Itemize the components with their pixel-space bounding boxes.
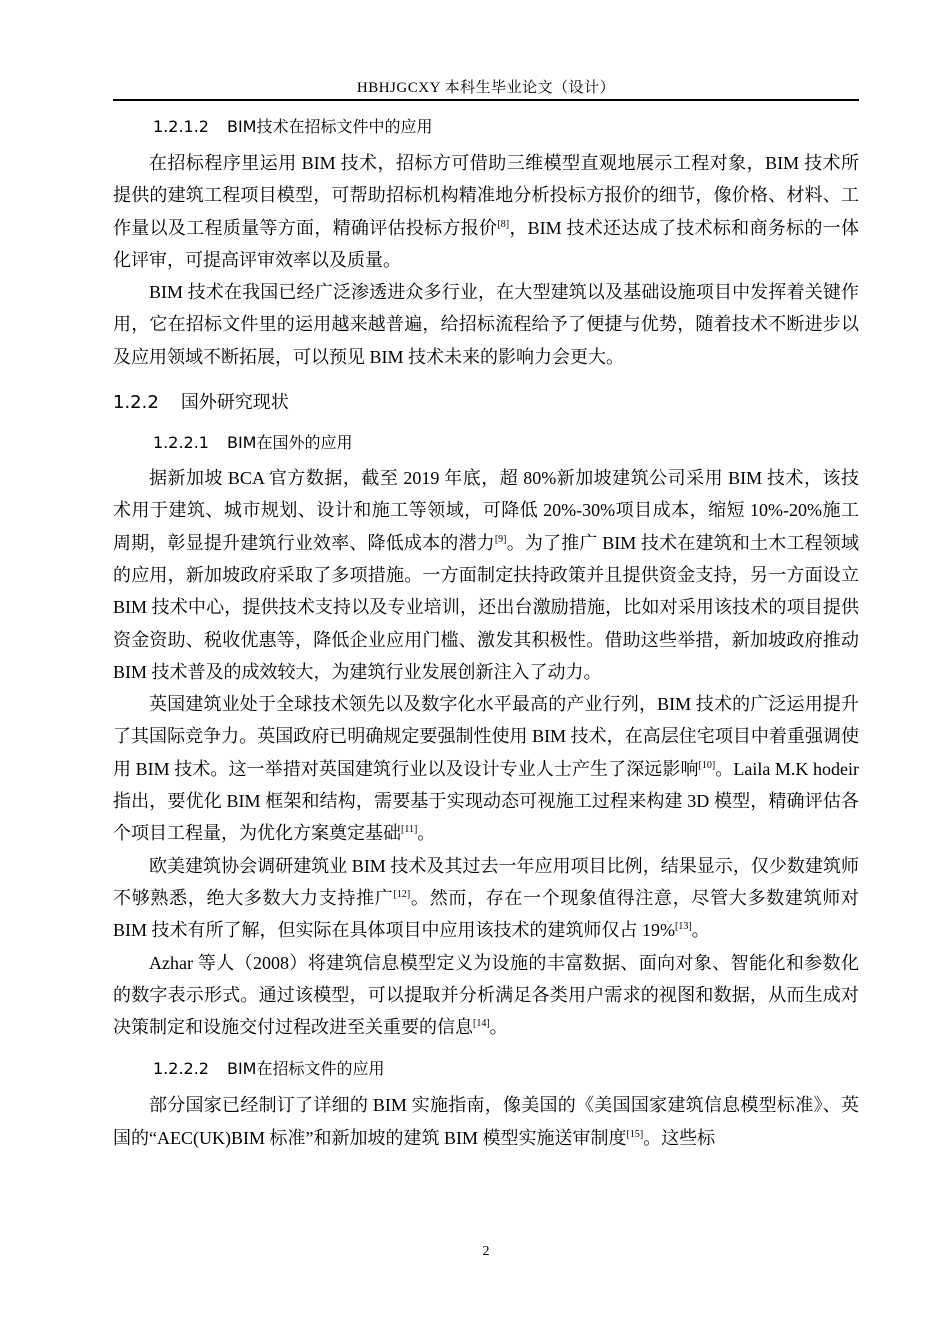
heading-text: BIM在国外的应用 — [226, 433, 353, 453]
citation: [15] — [626, 1128, 644, 1140]
heading-number: 1.2.2.1 — [153, 433, 209, 453]
citation: [10] — [698, 759, 716, 771]
paragraph-5: 欧美建筑协会调研建筑业 BIM 技术及其过去一年应用项目比例，结果显示，仅少数建筑师不够熟悉，绝大多数大力支持推广[12]。然而，存在一个现象值得注意，尽管大多数建筑师对 BIM 技术有所了解，但实际在具体项目中应用该技术的建筑师仅占 19%[13]。 — [113, 855, 860, 941]
citation: [11] — [401, 824, 418, 836]
citation: [8] — [497, 218, 510, 230]
paragraph-7: 部分国家已经制订了详细的 BIM 实施指南，像美国的《美国国家建筑信息模型标准》、英国的“AEC(UK)BIM 标准”和新加坡的建筑 BIM 模型实施送审制度[15]。这些标 — [113, 1095, 859, 1148]
citation: [14] — [473, 1018, 490, 1030]
page-header: HBHJGCXY 本科生毕业论文（设计） — [356, 80, 616, 96]
paragraph-4: 英国建筑业处于全球技术领先以及数字化水平最高的产业行列，BIM 技术的广泛运用提升了其国际竞争力。英国政府已明确规定要强制性使用 BIM 技术，在高层住宅项目中着重强调使用 BIM 技术。这一举措对英国建筑行业以及设计专业人士产生了深远影响[10]。Laila M.K hodeir 指出，要优化 BIM 框架和结构，需要基于实现动态可视施工过程来构建 3D 模型，精确评估各个项目工程量，为优化方案奠定基础[11]。 — [113, 694, 859, 844]
heading-1-2-2-1 — [113, 432, 859, 454]
heading-text: BIM技术在招标文件中的应用 — [226, 117, 433, 136]
paragraph-3: 据新加坡 BCA 官方数据，截至 2019 年底，超 80%新加坡建筑公司采用 BIM 技术，该技术用于建筑、城市规划、设计和施工等领域，可降低 20%-30%项目成本，缩短 10%-20%施工周期，彰显提升建筑行业效率、降低成本的潜力[9]。为了推广 BIM 技术在建筑和土木工程领域的应用，新加坡政府采取了多项措施。一方面制定扶持政策并且提供资金支持，另一方面设立 BIM 技术中心，提供技术支持以及专业培训，还出台激励措施，比如对采用该技术的项目提供资金资助、税收优惠等，降低企业应用门槛、激发其积极性。借助这些举措，新加坡政府推动 BIM 技术普及的成效较大，为建筑行业发展创新注入了动力。 — [113, 468, 859, 682]
heading-1-2-2 — [113, 390, 859, 416]
heading-text: 国外研究现状 — [180, 392, 289, 414]
paragraph-1: 在招标程序里运用 BIM 技术，招标方可借助三维模型直观地展示工程对象，BIM 技术所提供的建筑工程项目模型，可帮助招标机构精准地分析投标方报价的细节，像价格、材料、工作量以及工程质量等方面，精确评估投标方报价[8]，BIM 技术还达成了技术标和商务标的一体化评审，可提高评审效率以及质量。 — [113, 153, 859, 270]
heading-text: BIM在招标文件的应用 — [226, 1059, 385, 1079]
citation: [13] — [675, 921, 692, 933]
heading-number: 1.2.2 — [113, 392, 159, 414]
page-number: 2 — [482, 1244, 490, 1259]
heading-number: 1.2.2.2 — [153, 1059, 209, 1079]
paragraph-6: Azhar 等人（2008）将建筑信息模型定义为设施的丰富数据、面向对象、智能化和参数化的数字表示形式。通过该模型，可以提取并分析满足各类用户需求的视图和数据，从而生成对决策制定和设施交付过程改进至关重要的信息[14]。 — [113, 952, 859, 1038]
citation: [9] — [494, 533, 507, 545]
heading-number: 1.2.1.2 — [153, 117, 209, 136]
heading-1-2-1-2 — [113, 116, 859, 138]
paragraph-2: BIM 技术在我国已经广泛渗透进众多行业，在大型建筑以及基础设施项目中发挥着关键作用，它在招标文件里的运用越来越普遍，给招标流程给予了便捷与优势，随着技术不断进步以及应用领域不断拓展，可以预见 BIM 技术未来的影响力会更大。 — [113, 282, 859, 367]
header-divider — [113, 99, 859, 101]
citation: [12] — [393, 888, 411, 900]
page-body — [113, 116, 859, 1154]
heading-1-2-2-2 — [113, 1058, 859, 1080]
